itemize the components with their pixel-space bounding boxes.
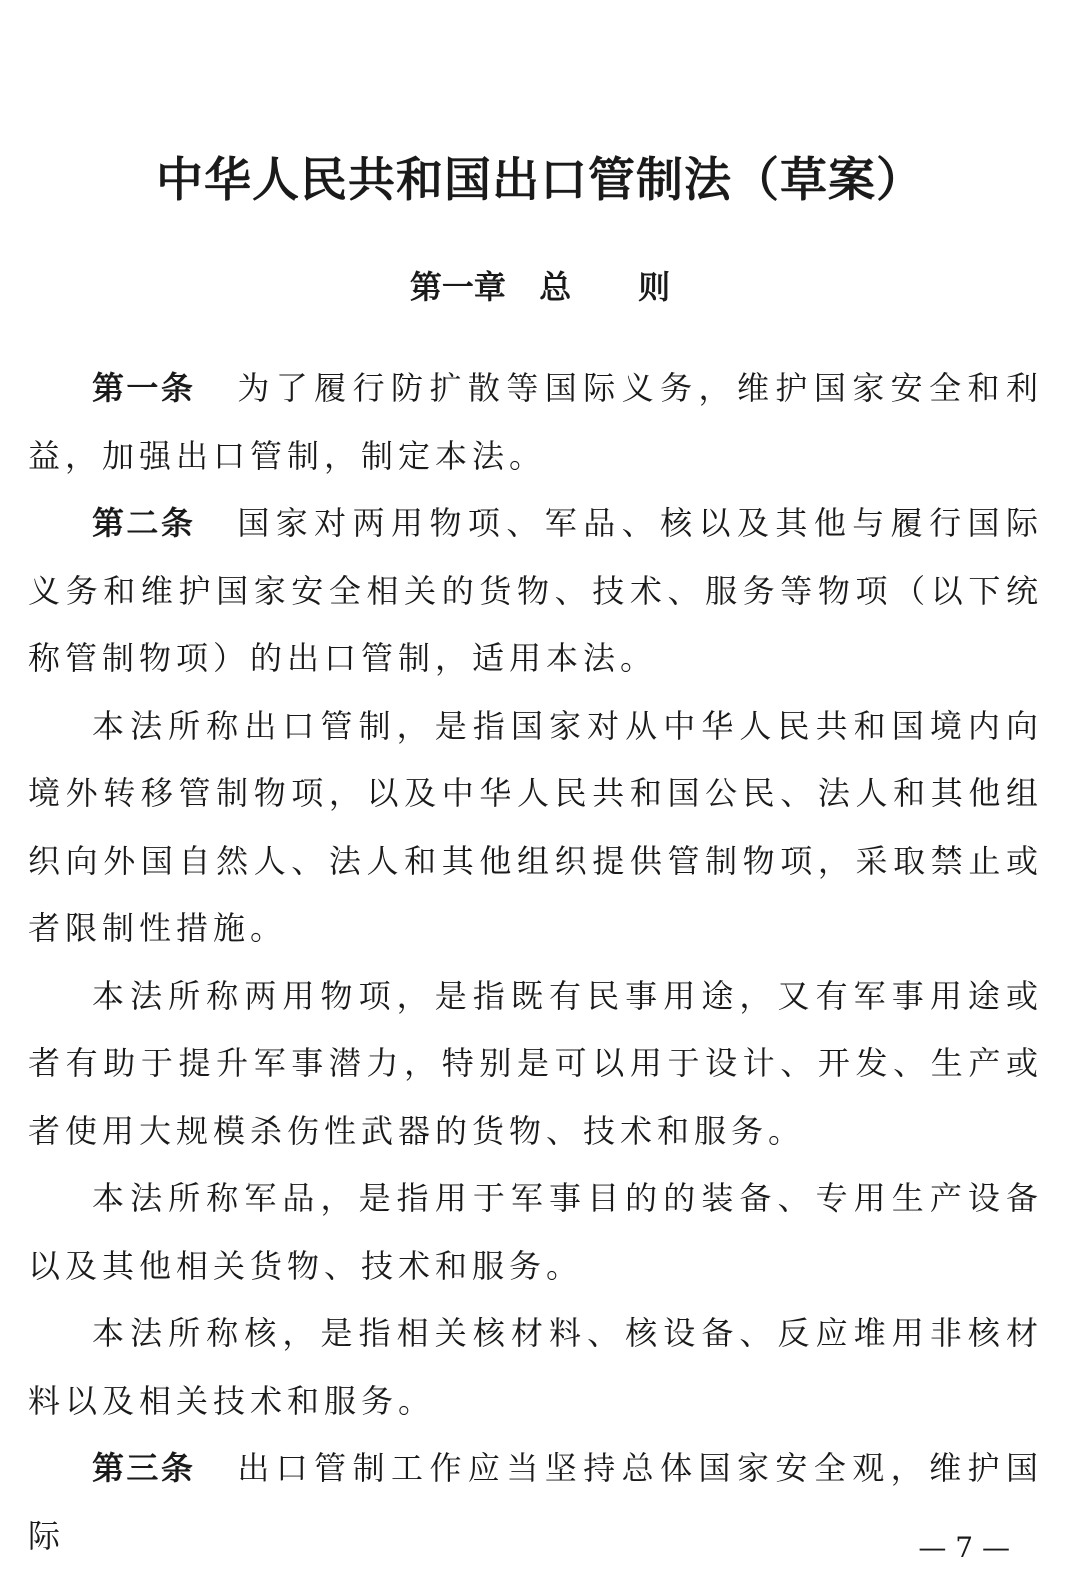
paragraph-text: 国家对两用物项、军品、核以及其他与履行国际义务和维护国家安全相关的货物、技术、服务等物项（以下统称管制物项）的出口管制，适用本法。 <box>28 504 1043 677</box>
paragraph-definition-dual-use <box>28 963 1043 1166</box>
page-number: — 7 — <box>918 1531 1010 1564</box>
paragraph-text: 本法所称核，是指相关核材料、核设备、反应堆用非核材料以及相关技术和服务。 <box>28 1314 1043 1420</box>
paragraph-text: 为了履行防扩散等国际义务，维护国家安全和利益，加强出口管制，制定本法。 <box>28 369 1043 475</box>
paragraph-definition-nuclear <box>28 1300 1043 1435</box>
paragraph-text: 本法所称出口管制，是指国家对从中华人民共和国境内向境外转移管制物项，以及中华人民共和国公民、法人和其他组织向外国自然人、法人和其他组织提供管制物项，采取禁止或者限制性措施。 <box>28 706 1043 947</box>
document-body <box>28 355 1043 1570</box>
paragraph-text: 出口管制工作应当坚持总体国家安全观，维护国际 <box>28 1449 1043 1555</box>
paragraph-article-2 <box>28 490 1043 693</box>
paragraph-article-3 <box>28 1435 1043 1570</box>
paragraph-text: 本法所称两用物项，是指既有民事用途，又有军事用途或者有助于提升军事潜力，特别是可以用于设计、开发、生产或者使用大规模杀伤性武器的货物、技术和服务。 <box>28 976 1043 1150</box>
paragraph-text: 本法所称军品，是指用于军事目的的装备、专用生产设备以及其他相关货物、技术和服务。 <box>28 1179 1043 1285</box>
document-title: 中华人民共和国出口管制法（草案） <box>156 153 924 208</box>
chapter-heading: 第一章 总 则 <box>409 268 671 306</box>
paragraph-article-1 <box>28 355 1043 490</box>
paragraph-definition-military <box>28 1165 1043 1300</box>
article-number: 第三条 <box>92 1449 196 1487</box>
paragraph-definition-export-control <box>28 693 1043 963</box>
article-number: 第二条 <box>92 504 196 542</box>
article-number: 第一条 <box>92 369 196 407</box>
